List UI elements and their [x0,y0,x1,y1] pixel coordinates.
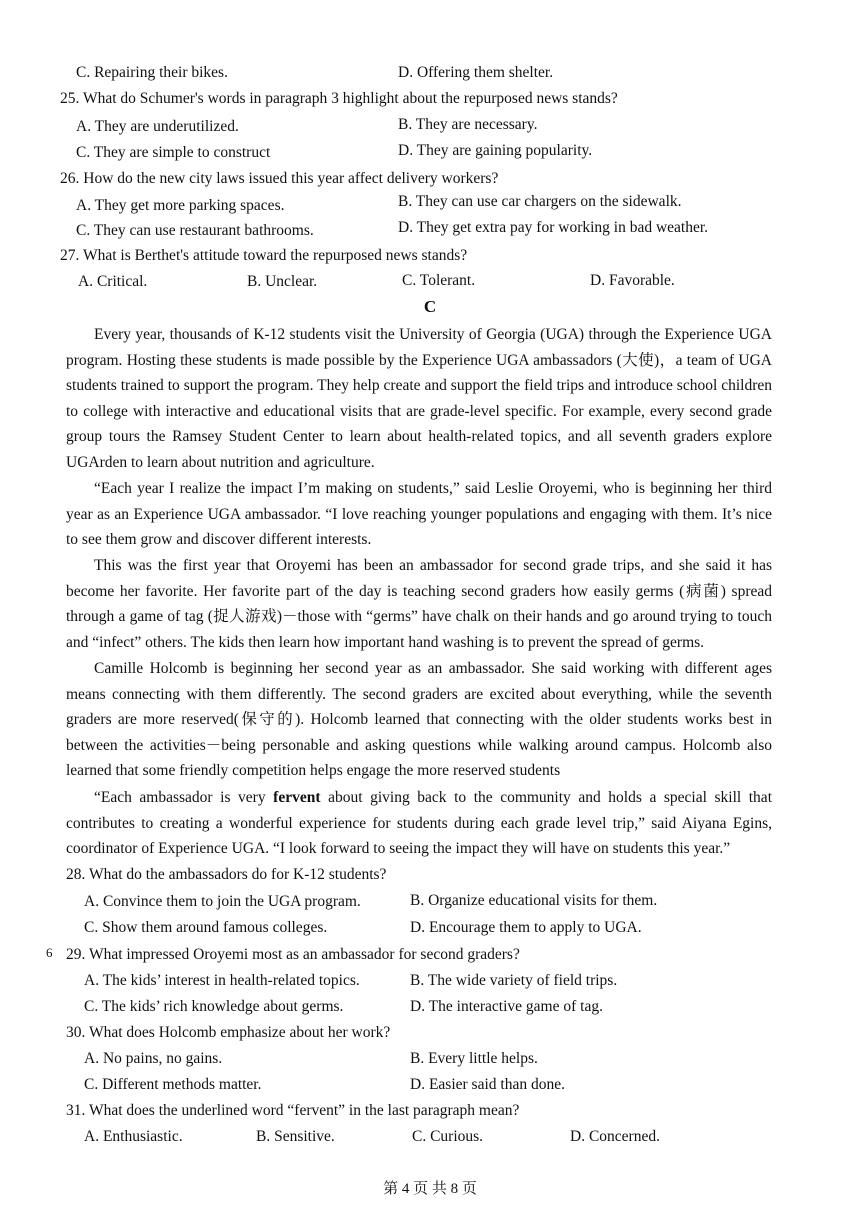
q30-stem: 30. What does Holcomb emphasize about her work? [66,1024,391,1041]
q26-option-c: C. They can use restaurant bathrooms. [76,222,314,239]
q25-stem: 25. What do Schumer's words in paragraph 3 highlight about the repurposed news stands? [60,90,618,107]
q27-option-c: C. Tolerant. [402,272,476,289]
q31-option-b: B. Sensitive. [256,1128,335,1145]
q28-option-d: D. Encourage them to apply to UGA. [410,919,642,936]
q25-option-a: A. They are underutilized. [76,118,239,135]
q29-option-b: B. The wide variety of field trips. [410,972,618,989]
q26-option-b: B. They can use car chargers on the sidewalk. [398,193,682,210]
margin-mark: 6 [46,945,53,960]
q26-option-a: A. They get more parking spaces. [76,197,285,214]
q25-option-b: B. They are necessary. [398,116,538,133]
q30-option-b: B. Every little helps. [410,1050,538,1067]
q31-option-c: C. Curious. [412,1128,484,1145]
q25-option-d: D. They are gaining popularity. [398,142,593,159]
q24-option-c: C. Repairing their bikes. [76,64,228,81]
q27-stem: 27. What is Berthet's attitude toward the repurposed news stands? [60,247,468,264]
fervent-word: fervent [273,789,321,806]
q26-stem: 26. How do the new city laws issued this year affect delivery workers? [60,170,499,187]
q27-option-a: A. Critical. [78,273,148,290]
q29-option-c: C. The kids’ rich knowledge about germs. [84,998,344,1015]
passage-paragraph-1: Every year, thousands of K-12 students visit the University of Georgia (UGA) through the Experience UGA program. Hosting these students is made possible by the Experience UGA ambassadors (大使)，a team of UGA students trained to support the program. They help create and support the field trips and introduce school children to college with interactive and educational visits that are grade-level specific. For example, every second grade group tours the Ramsey Student Center to learn about health-related topics, and all seventh graders explore UGArden to learn about nutrition and agriculture. [66,326,772,471]
paragraph-5-intro: “Each ambassador is very [94,789,274,806]
q26-option-d: D. They get extra pay for working in bad weather. [398,219,709,236]
q28-stem: 28. What do the ambassadors do for K-12 students? [66,866,387,883]
q24-option-d: D. Offering them shelter. [398,64,554,81]
q25-option-c: C. They are simple to construct [76,144,271,161]
q28-option-b: B. Organize educational visits for them. [410,892,658,909]
q31-option-d: D. Concerned. [570,1128,660,1145]
q28-option-c: C. Show them around famous colleges. [84,919,328,936]
q27-option-b: B. Unclear. [247,273,318,290]
q30-option-a: A. No pains, no gains. [84,1050,223,1067]
q29-option-d: D. The interactive game of tag. [410,998,603,1015]
passage-paragraph-3: This was the first year that Oroyemi has been an ambassador for second grade trips, and she said it has become her favorite. Her favorite part of the day is teaching second graders how easily germs (病菌) spread through a game of tag (捉人游戏)－those with “germs” have chalk on their hands and go around trying to touch and “infect” others. The kids then learn how important hand washing is to prevent the spread of germs. [66,557,772,651]
q29-stem: 29. What impressed Oroyemi most as an ambassador for second graders? [66,946,520,963]
q27-option-d: D. Favorable. [590,272,675,289]
paragraph-5-rest: about giving back to the community and holds a special skill that contributes to creating a wonderful experience for students during each grade level trip,” said Aiyana Egins, coordinator of Experience UGA. “I look forward to seeing the impact they will have on students this year.” [66,789,772,858]
passage-paragraph-4: Camille Holcomb is beginning her second year as an ambassador. She said working with different ages means connecting with them differently. The second graders are excited about everything, while the seventh graders are more reserved(保守的). Holcomb learned that connecting with the older students works best in between the activities－being personable and asking questions while walking around campus. Holcomb also learned that some friendly competition helps engage the more reserved students [66,660,772,780]
passage-paragraph-5 [66,785,772,862]
q31-stem: 31. What does the underlined word “fervent” in the last paragraph mean? [66,1102,520,1119]
page-number: 第 4 页 共 8 页 [383,1181,477,1197]
q31-option-a: A. Enthusiastic. [84,1128,183,1145]
passage-paragraph-2: “Each year I realize the impact I’m making on students,” said Leslie Oroyemi, who is beginning her third year as an Experience UGA ambassador. “I love reaching younger populations and engaging with them. It’s nice to see them grow and discover different interests. [66,480,772,549]
section-title: C [423,297,437,316]
q29-option-a: A. The kids’ interest in health-related topics. [84,972,360,989]
q30-option-d: D. Easier said than done. [410,1076,565,1093]
q30-option-c: C. Different methods matter. [84,1076,262,1093]
q28-option-a: A. Convince them to join the UGA program. [84,893,361,910]
